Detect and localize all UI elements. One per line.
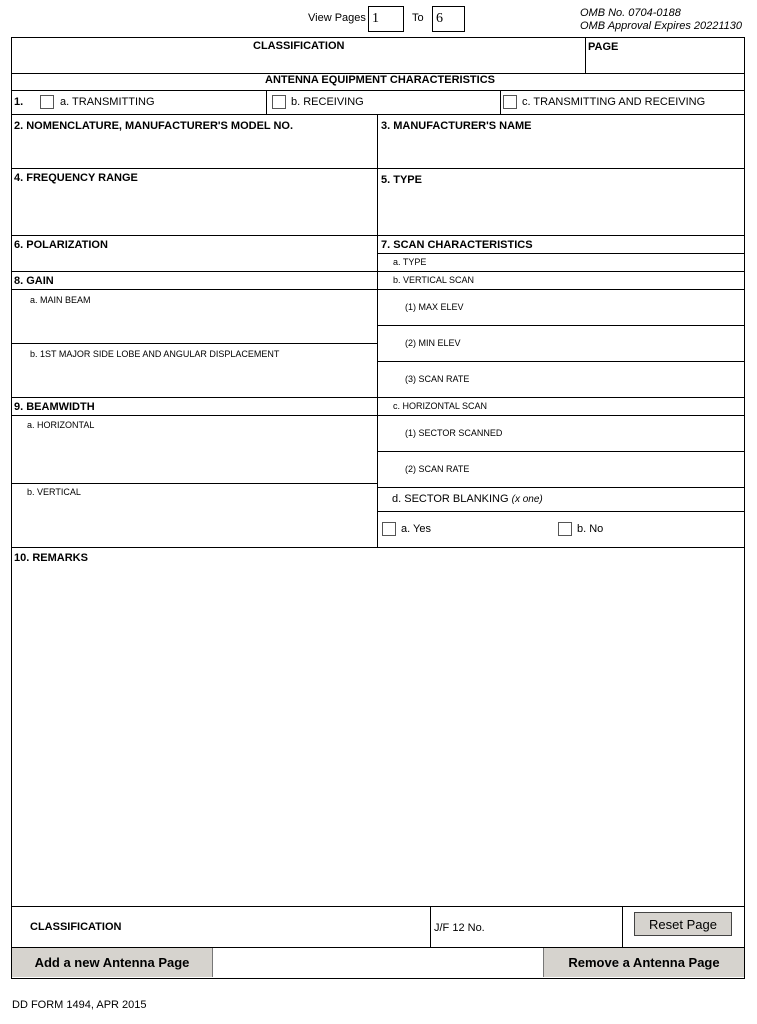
- classification-label: CLASSIFICATION: [253, 40, 345, 52]
- gain-label: 8. GAIN: [14, 275, 54, 287]
- main-beam-label: a. MAIN BEAM: [30, 295, 91, 305]
- max-elev-input[interactable]: [480, 291, 743, 324]
- scan-type-input[interactable]: [440, 254, 743, 270]
- sector-blanking-label: d. SECTOR BLANKING (x one): [392, 493, 543, 505]
- page-from-input[interactable]: 1: [368, 6, 404, 32]
- horizontal-scan-label: c. HORIZONTAL SCAN: [393, 401, 488, 411]
- remarks-label: 10. REMARKS: [14, 552, 88, 564]
- main-beam-input[interactable]: [12, 308, 376, 342]
- sector-scanned-label: (1) SECTOR SCANNED: [405, 428, 503, 438]
- sector-blanking-no-label: b. No: [577, 523, 604, 535]
- reset-page-button[interactable]: Reset Page: [634, 912, 732, 936]
- beamwidth-vertical-label: b. VERTICAL: [27, 487, 81, 497]
- side-lobe-input[interactable]: [12, 362, 376, 396]
- remove-antenna-page-button[interactable]: Remove a Antenna Page: [543, 948, 744, 977]
- nomenclature-input[interactable]: [12, 134, 376, 167]
- polarization-input[interactable]: [160, 237, 376, 270]
- min-elev-input[interactable]: [480, 327, 743, 360]
- horizontal-scan-rate-label: (2) SCAN RATE: [405, 464, 470, 474]
- receiving-label: b. RECEIVING: [291, 96, 364, 108]
- page-to-input[interactable]: 6: [432, 6, 465, 32]
- beamwidth-horizontal-label: a. HORIZONTAL: [27, 420, 95, 430]
- footer-classification-label: CLASSIFICATION: [30, 921, 122, 933]
- vertical-scan-label: b. VERTICAL SCAN: [393, 275, 475, 285]
- omb-number: OMB No. 0704-0188: [580, 7, 681, 19]
- beamwidth-vertical-input[interactable]: [12, 500, 376, 546]
- frequency-range-input[interactable]: [12, 186, 376, 234]
- page-label: PAGE: [588, 41, 619, 53]
- beamwidth-label: 9. BEAMWIDTH: [14, 401, 95, 413]
- omb-expiration: OMB Approval Expires 20221130: [580, 20, 743, 32]
- remarks-input[interactable]: [12, 568, 744, 904]
- vertical-scan-rate-input[interactable]: [480, 363, 743, 396]
- sector-scanned-input[interactable]: [520, 417, 743, 450]
- jf-12-label: J/F 12 No.: [434, 922, 485, 934]
- vertical-scan-rate-label: (3) SCAN RATE: [405, 374, 470, 384]
- to-label: To: [412, 12, 424, 24]
- manufacturer-label: 3. MANUFACTURER'S NAME: [381, 120, 532, 132]
- page-input[interactable]: [587, 55, 743, 72]
- transmitting-label: a. TRANSMITTING: [60, 96, 155, 108]
- scan-characteristics-label: 7. SCAN CHARACTERISTICS: [381, 239, 533, 251]
- beamwidth-horizontal-input[interactable]: [12, 433, 376, 482]
- side-lobe-label: b. 1ST MAJOR SIDE LOBE AND ANGULAR DISPLACEMENT: [30, 349, 280, 359]
- footer-classification-input[interactable]: [130, 908, 428, 946]
- max-elev-label: (1) MAX ELEV: [405, 302, 464, 312]
- min-elev-label: (2) MIN ELEV: [405, 338, 461, 348]
- view-pages-label: View Pages: [308, 12, 366, 24]
- transmitting-and-receiving-label: c. TRANSMITTING AND RECEIVING: [522, 96, 706, 108]
- type-input[interactable]: [379, 188, 743, 234]
- scan-type-label: a. TYPE: [393, 257, 427, 267]
- jf-12-input[interactable]: [488, 908, 620, 946]
- polarization-label: 6. POLARIZATION: [14, 239, 108, 251]
- form-identifier: DD FORM 1494, APR 2015: [12, 999, 147, 1011]
- receiving-checkbox[interactable]: [272, 95, 286, 109]
- nomenclature-label: 2. NOMENCLATURE, MANUFACTURER'S MODEL NO.: [14, 120, 294, 132]
- classification-input[interactable]: [12, 55, 584, 72]
- sector-blanking-yes-checkbox[interactable]: [382, 522, 396, 536]
- type-label: 5. TYPE: [381, 174, 422, 186]
- manufacturer-input[interactable]: [379, 134, 743, 167]
- item1-number: 1.: [14, 96, 24, 108]
- add-antenna-page-button[interactable]: Add a new Antenna Page: [12, 948, 213, 977]
- sector-blanking-yes-label: a. Yes: [401, 523, 431, 535]
- horizontal-scan-rate-input[interactable]: [480, 453, 743, 486]
- sector-blanking-no-checkbox[interactable]: [558, 522, 572, 536]
- frequency-range-label: 4. FREQUENCY RANGE: [14, 172, 138, 184]
- transmitting-and-receiving-checkbox[interactable]: [503, 95, 517, 109]
- section-title: ANTENNA EQUIPMENT CHARACTERISTICS: [265, 74, 495, 86]
- transmitting-checkbox[interactable]: [40, 95, 54, 109]
